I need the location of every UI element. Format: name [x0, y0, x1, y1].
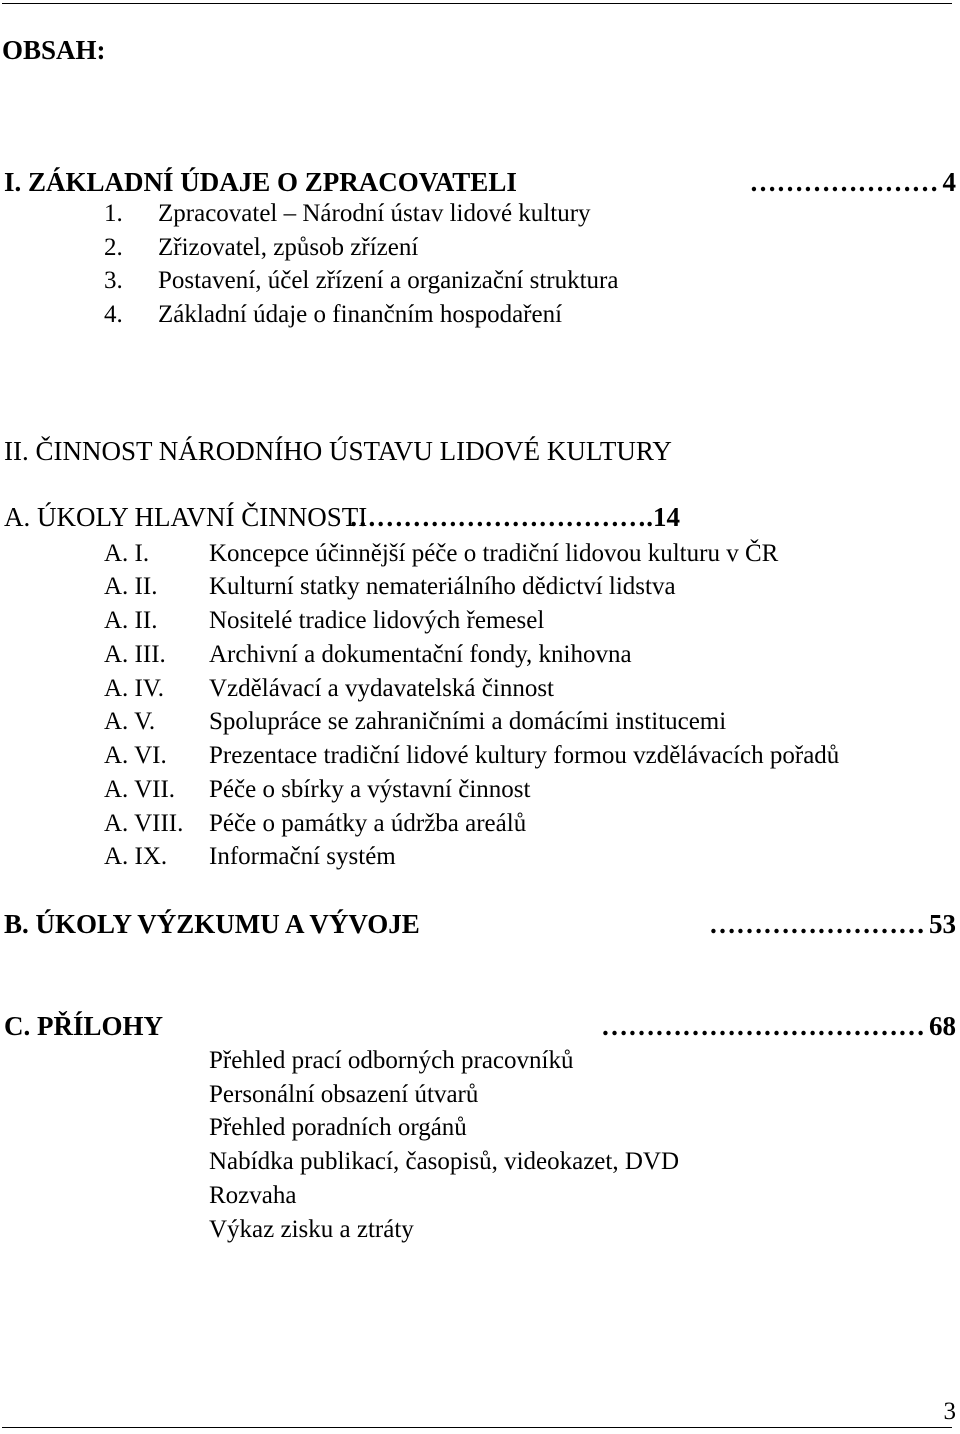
- section-c-item[interactable]: Přehled prací odborných pracovníků: [209, 1047, 574, 1074]
- section-a-item-num: A. VI.: [104, 742, 167, 769]
- toc-section-1[interactable]: [4, 166, 956, 198]
- toc-section-a[interactable]: [4, 501, 368, 533]
- section-a-item-num: A. II.: [104, 607, 158, 634]
- section-a-item-num: A. IX.: [104, 843, 168, 870]
- section-1-item[interactable]: Základní údaje o finančním hospodaření: [158, 301, 563, 328]
- section-a-item[interactable]: Informační systém: [209, 843, 396, 870]
- section-a-dots: …………………………….: [349, 502, 653, 532]
- section-a-leader: [270, 501, 680, 533]
- section-c-dots: ………………………………: [601, 1011, 925, 1041]
- section-c-item[interactable]: Personální obsazení útvarů: [209, 1081, 479, 1108]
- section-a-item-num: A. VIII.: [104, 810, 184, 837]
- toc-section-c[interactable]: [4, 1010, 956, 1042]
- section-1-item[interactable]: Zpracovatel – Národní ústav lidové kultury: [158, 200, 591, 227]
- section-a-item[interactable]: Prezentace tradiční lidové kultury formou vzdělávacích pořadů: [209, 742, 840, 769]
- section-c-item[interactable]: Přehled poradních orgánů: [209, 1114, 467, 1141]
- section-1-item-num: 4.: [104, 301, 123, 328]
- section-c-item[interactable]: Rozvaha: [209, 1182, 297, 1209]
- toc-section-2[interactable]: II. ČINNOST NÁRODNÍHO ÚSTAVU LIDOVÉ KULTURY: [4, 436, 672, 466]
- section-a-item[interactable]: Kulturní statky nemateriálního dědictví lidstva: [209, 573, 676, 600]
- section-b-dots: ……………………: [709, 909, 925, 939]
- section-a-item-num: A. I.: [104, 540, 150, 567]
- section-a-item[interactable]: Péče o sbírky a výstavní činnost: [209, 776, 531, 803]
- section-a-item-num: A. VII.: [104, 776, 176, 803]
- section-1-item-num: 2.: [104, 234, 123, 261]
- section-b-title: B. ÚKOLY VÝZKUMU A VÝVOJE: [4, 909, 420, 939]
- section-c-title: C. PŘÍLOHY: [4, 1011, 164, 1041]
- section-a-title: A. ÚKOLY HLAVNÍ ČINNOSTI: [4, 502, 368, 532]
- section-a-item[interactable]: Koncepce účinnější péče o tradiční lidovou kulturu v ČR: [209, 540, 779, 567]
- section-a-item-num: A. IV.: [104, 675, 164, 702]
- section-c-page: 68: [929, 1011, 956, 1041]
- section-a-item[interactable]: Vzdělávací a vydavatelská činnost: [209, 675, 554, 702]
- section-a-page: 14: [653, 502, 680, 532]
- section-b-page: 53: [929, 909, 956, 939]
- toc-section-b[interactable]: [4, 908, 956, 940]
- section-1-title: I. ZÁKLADNÍ ÚDAJE O ZPRACOVATELI: [4, 167, 517, 197]
- section-1-dots: …………………: [749, 167, 939, 197]
- section-a-item[interactable]: Nositelé tradice lidových řemesel: [209, 607, 545, 634]
- top-rule: [2, 3, 952, 4]
- page-number: 3: [943, 1398, 956, 1425]
- section-a-item-num: A. II.: [104, 573, 158, 600]
- section-a-item[interactable]: Péče o památky a údržba areálů: [209, 810, 527, 837]
- section-a-item-num: A. V.: [104, 708, 156, 735]
- section-a-item[interactable]: Spolupráce se zahraničními a domácími institucemi: [209, 708, 727, 735]
- bottom-rule: [2, 1427, 952, 1428]
- section-1-item[interactable]: Zřizovatel, způsob zřízení: [158, 234, 419, 261]
- section-1-item[interactable]: Postavení, účel zřízení a organizační struktura: [158, 267, 619, 294]
- section-1-item-num: 1.: [104, 200, 123, 227]
- section-c-item[interactable]: Nabídka publikací, časopisů, videokazet, DVD: [209, 1148, 680, 1175]
- section-a-item-num: A. III.: [104, 641, 166, 668]
- section-c-item[interactable]: Výkaz zisku a ztráty: [209, 1216, 414, 1243]
- section-a-item[interactable]: Archivní a dokumentační fondy, knihovna: [209, 641, 632, 668]
- toc-heading: OBSAH:: [2, 35, 106, 65]
- section-1-item-num: 3.: [104, 267, 123, 294]
- section-1-page: 4: [942, 167, 956, 197]
